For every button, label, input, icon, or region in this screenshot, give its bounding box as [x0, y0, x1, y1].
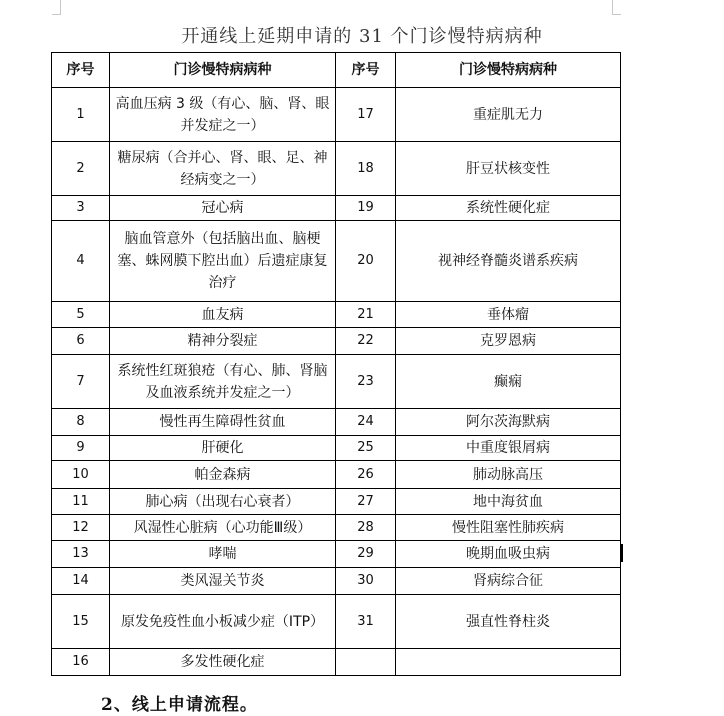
header-left-disease: 门诊慢特病病种: [110, 53, 336, 88]
document-title: 开通线上延期申请的 31 个门诊慢特病病种: [181, 26, 543, 47]
left-number-cell: 9: [52, 436, 110, 461]
table-row: [52, 302, 621, 328]
left-disease-cell: 多发性硬化症: [110, 649, 336, 676]
right-number-cell: 29: [336, 541, 396, 568]
left-disease-cell: 原发免疫性血小板减少症（ITP）: [110, 595, 336, 649]
left-number-cell: 15: [52, 595, 110, 649]
left-disease-cell: 系统性红斑狼疮（有心、肺、肾脑及血液系统并发症之一）: [110, 355, 336, 409]
right-disease-cell: 晚期血吸虫病: [396, 541, 621, 568]
table-header-row: [52, 53, 621, 88]
right-number-cell: 22: [336, 328, 396, 355]
right-disease-cell: 中重度银屑病: [396, 436, 621, 461]
right-number-cell: 20: [336, 221, 396, 302]
left-number-cell: 3: [52, 196, 110, 221]
left-number-cell: 16: [52, 649, 110, 676]
left-disease-cell: 肺心病（出现右心衰者）: [110, 489, 336, 515]
table-row: [52, 649, 621, 676]
disease-table: [51, 52, 621, 676]
header-left-number: 序号: [52, 53, 110, 88]
right-disease-cell: [396, 649, 621, 676]
left-number-cell: 13: [52, 541, 110, 568]
table-row: [52, 88, 621, 142]
left-number-cell: 4: [52, 221, 110, 302]
right-disease-cell: 肺动脉高压: [396, 461, 621, 489]
right-number-cell: 17: [336, 88, 396, 142]
right-disease-cell: 系统性硬化症: [396, 196, 621, 221]
table-row: [52, 142, 621, 196]
right-number-cell: 23: [336, 355, 396, 409]
right-disease-cell: 垂体瘤: [396, 302, 621, 328]
table-row: [52, 541, 621, 568]
section-heading: 2、线上申请流程。: [101, 695, 258, 715]
table-row: [52, 568, 621, 595]
table-row: [52, 221, 621, 302]
left-number-cell: 5: [52, 302, 110, 328]
right-disease-cell: 癫痫: [396, 355, 621, 409]
left-disease-cell: 类风湿关节炎: [110, 568, 336, 595]
right-disease-cell: 阿尔茨海默病: [396, 409, 621, 436]
right-number-cell: 28: [336, 515, 396, 541]
table-row: [52, 196, 621, 221]
right-number-cell: 21: [336, 302, 396, 328]
right-number-cell: 26: [336, 461, 396, 489]
right-disease-cell: 视神经脊髓炎谱系疾病: [396, 221, 621, 302]
left-disease-cell: 哮喘: [110, 541, 336, 568]
left-number-cell: 10: [52, 461, 110, 489]
right-disease-cell: 地中海贫血: [396, 489, 621, 515]
right-disease-cell: 肝豆状核变性: [396, 142, 621, 196]
right-number-cell: [336, 649, 396, 676]
right-number-cell: 25: [336, 436, 396, 461]
left-disease-cell: 冠心病: [110, 196, 336, 221]
table-row: [52, 355, 621, 409]
text-cursor-mark: [620, 544, 623, 562]
right-disease-cell: 克罗恩病: [396, 328, 621, 355]
left-number-cell: 11: [52, 489, 110, 515]
table-row: [52, 409, 621, 436]
left-disease-cell: 慢性再生障碍性贫血: [110, 409, 336, 436]
left-number-cell: 6: [52, 328, 110, 355]
left-number-cell: 12: [52, 515, 110, 541]
table-row: [52, 489, 621, 515]
page-corner-mark-right: [612, 0, 621, 15]
right-disease-cell: 肾病综合征: [396, 568, 621, 595]
table-row: [52, 515, 621, 541]
table-row: [52, 436, 621, 461]
left-number-cell: 14: [52, 568, 110, 595]
right-number-cell: 18: [336, 142, 396, 196]
header-right-number: 序号: [336, 53, 396, 88]
left-disease-cell: 风湿性心脏病（心功能Ⅲ级）: [110, 515, 336, 541]
right-number-cell: 30: [336, 568, 396, 595]
left-number-cell: 7: [52, 355, 110, 409]
left-disease-cell: 高血压病 3 级（有心、脑、肾、眼并发症之一）: [110, 88, 336, 142]
left-disease-cell: 肝硬化: [110, 436, 336, 461]
header-right-disease: 门诊慢特病病种: [396, 53, 621, 88]
left-disease-cell: 血友病: [110, 302, 336, 328]
left-number-cell: 8: [52, 409, 110, 436]
left-number-cell: 1: [52, 88, 110, 142]
table-row: [52, 328, 621, 355]
right-disease-cell: 重症肌无力: [396, 88, 621, 142]
left-disease-cell: 糖尿病（合并心、肾、眼、足、神经病变之一）: [110, 142, 336, 196]
table-row: [52, 595, 621, 649]
right-number-cell: 19: [336, 196, 396, 221]
left-disease-cell: 脑血管意外（包括脑出血、脑梗塞、蛛网膜下腔出血）后遗症康复治疗: [110, 221, 336, 302]
right-number-cell: 24: [336, 409, 396, 436]
right-number-cell: 27: [336, 489, 396, 515]
page-corner-mark-left: [52, 0, 61, 15]
right-disease-cell: 慢性阻塞性肺疾病: [396, 515, 621, 541]
left-disease-cell: 帕金森病: [110, 461, 336, 489]
right-disease-cell: 强直性脊柱炎: [396, 595, 621, 649]
table-row: [52, 461, 621, 489]
left-disease-cell: 精神分裂症: [110, 328, 336, 355]
left-number-cell: 2: [52, 142, 110, 196]
right-number-cell: 31: [336, 595, 396, 649]
